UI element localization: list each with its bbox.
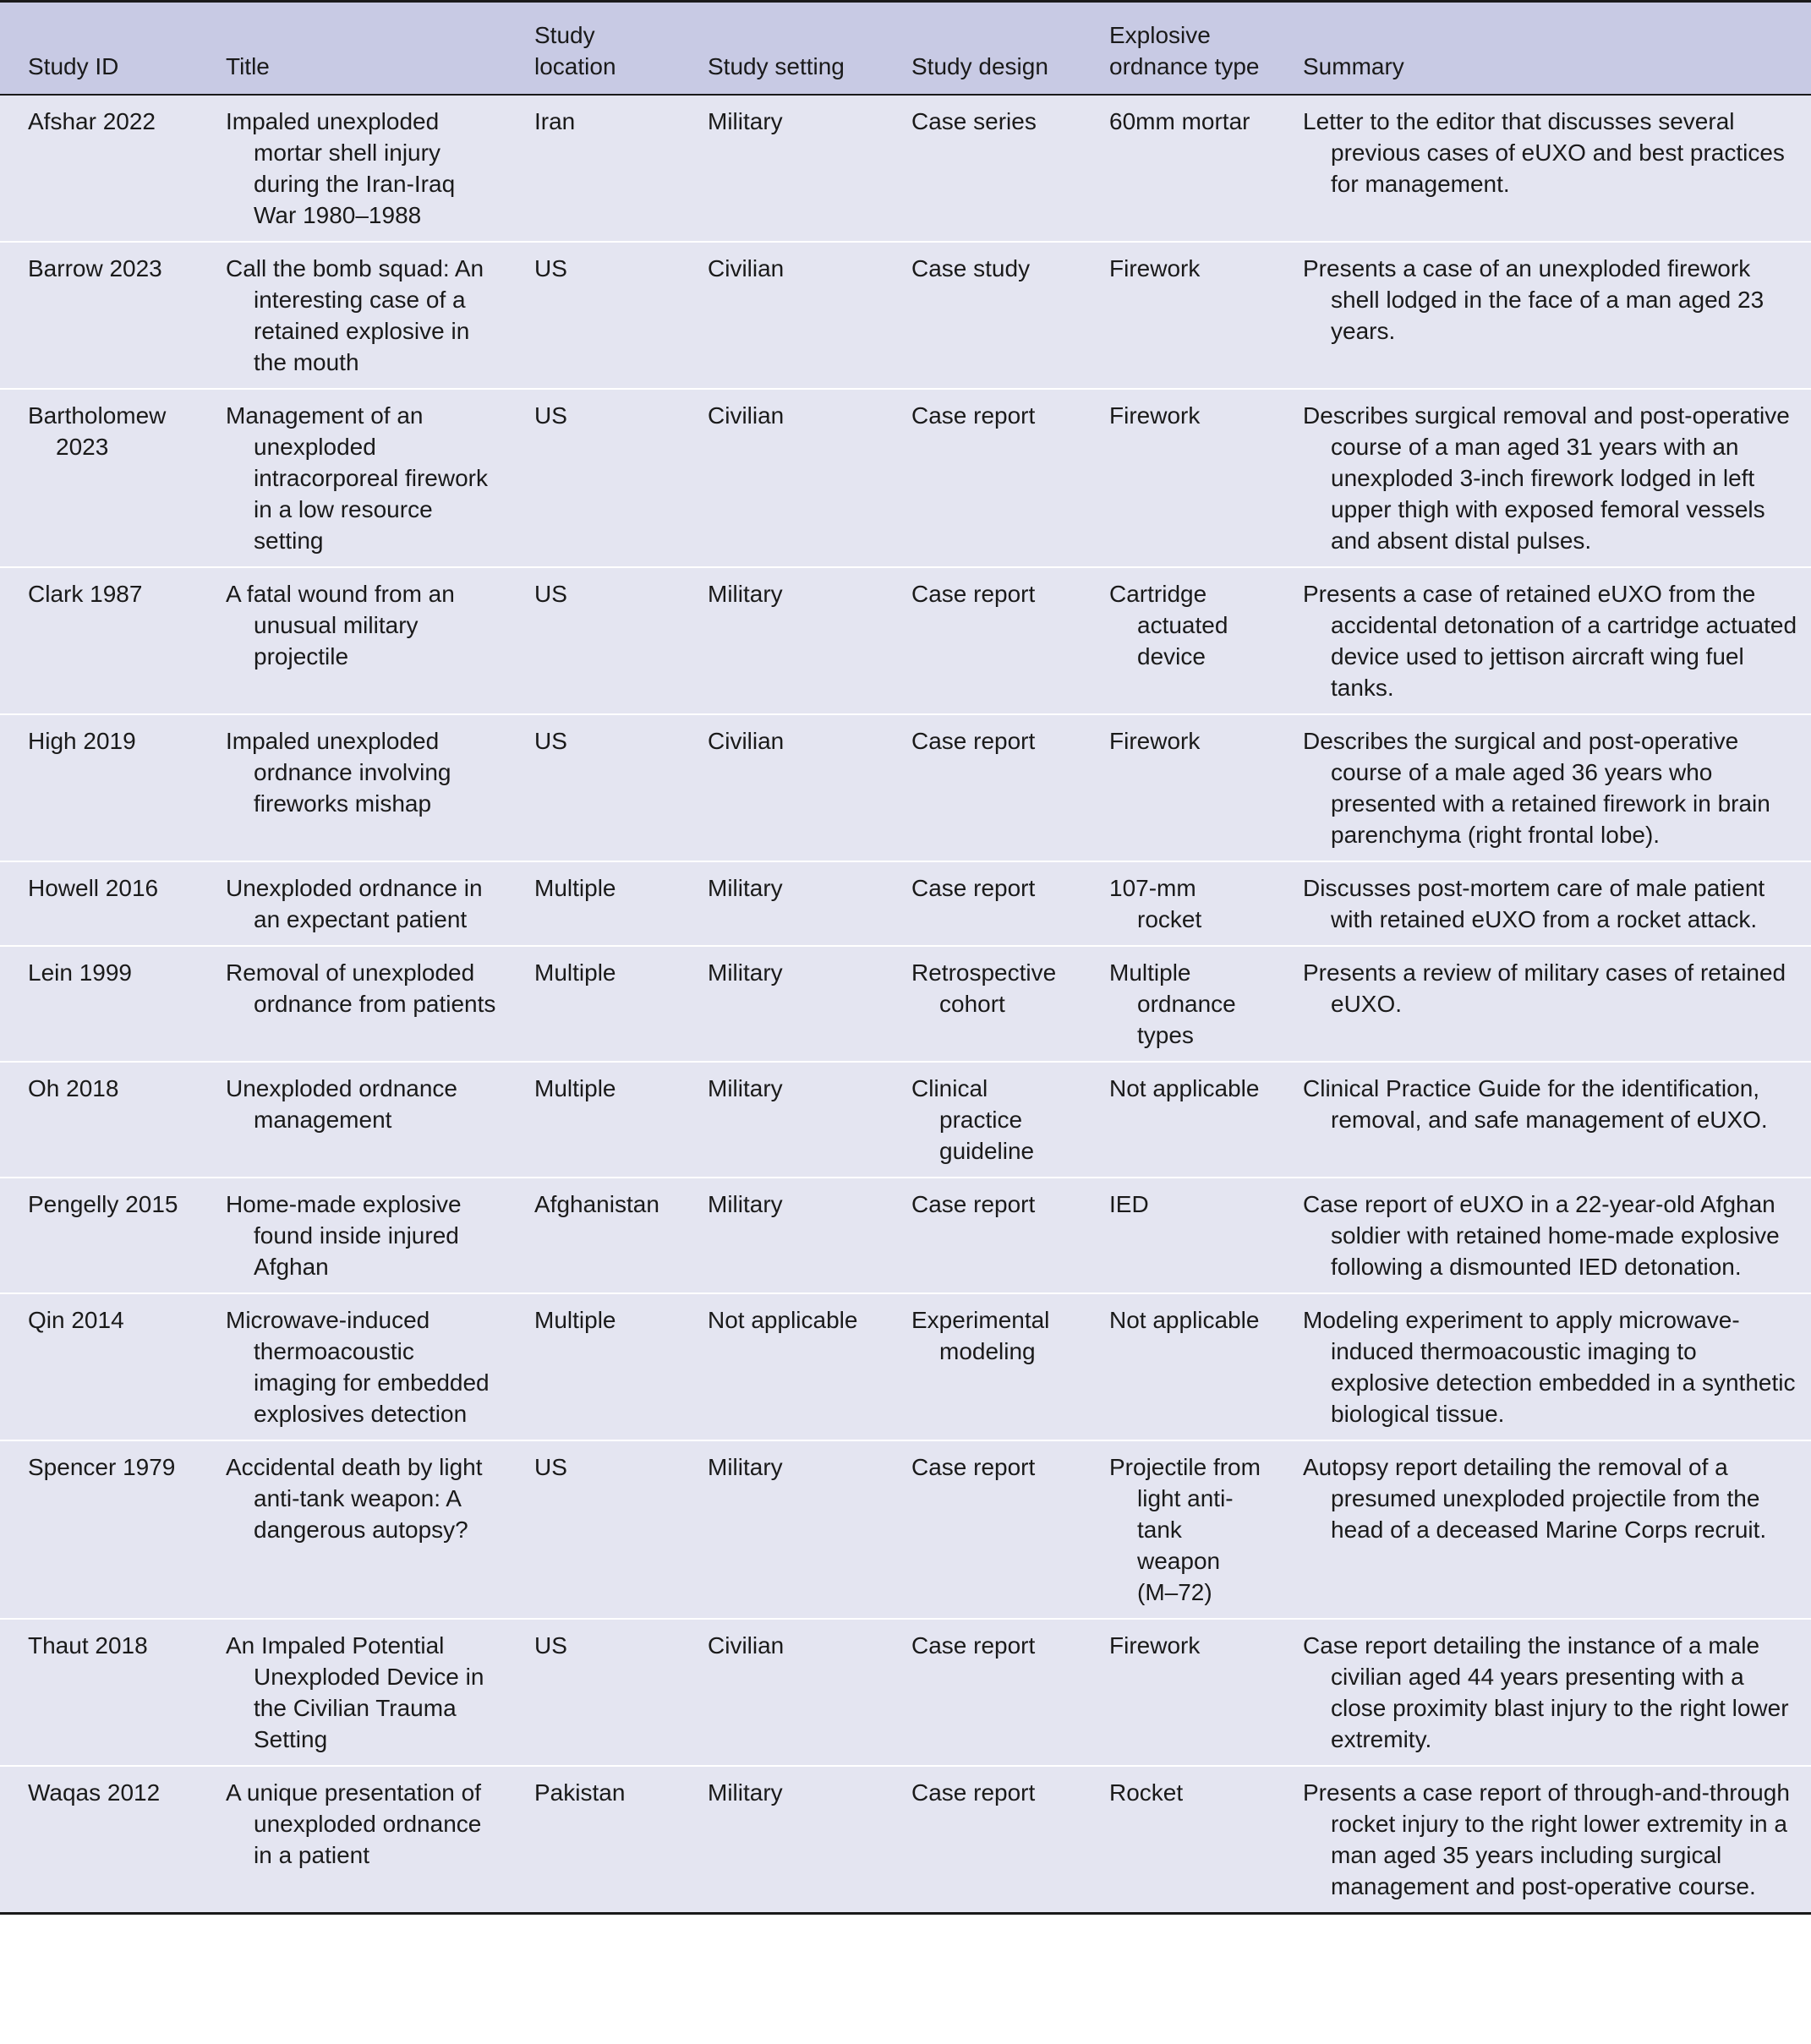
cell-ordnance: Projectile from light anti-tank weapon (M–72) bbox=[1109, 1454, 1261, 1605]
cell-summary: Case report detailing the instance of a male civilian aged 44 years presenting with a close proximity blast injury to the right lower extremity. bbox=[1303, 1632, 1789, 1752]
header-summary: Summary bbox=[1303, 53, 1404, 79]
cell-setting: Military bbox=[708, 875, 783, 901]
cell-title: Accidental death by light anti-tank weapon: A dangerous autopsy? bbox=[226, 1454, 483, 1543]
table-row bbox=[0, 1178, 1811, 1293]
cell-design: Case study bbox=[911, 255, 1031, 281]
table-header bbox=[0, 2, 1811, 96]
cell-study-id: Bartholomew 2023 bbox=[28, 402, 167, 460]
cell-setting: Military bbox=[708, 959, 783, 986]
cell-title: Call the bomb squad: An interesting case of a retained explosive in the mouth bbox=[226, 255, 484, 375]
cell-study-id: Thaut 2018 bbox=[28, 1632, 148, 1659]
cell-design: Case report bbox=[911, 728, 1036, 754]
cell-setting: Not applicable bbox=[708, 1307, 858, 1333]
cell-summary: Discusses post-mortem care of male patient with retained eUXO from a rocket attack. bbox=[1303, 875, 1765, 932]
table-row bbox=[0, 1766, 1811, 1914]
cell-setting: Military bbox=[708, 108, 783, 134]
header-study-location: Study location bbox=[534, 22, 616, 79]
cell-title: Impaled unexploded ordnance involving fireworks mishap bbox=[226, 728, 451, 817]
cell-design: Clinical practice guideline bbox=[911, 1075, 1035, 1164]
cell-location: Afghanistan bbox=[534, 1191, 659, 1217]
cell-setting: Military bbox=[708, 581, 783, 607]
cell-setting: Civilian bbox=[708, 402, 785, 429]
cell-design: Case series bbox=[911, 108, 1037, 134]
cell-title: Unexploded ordnance in an expectant patient bbox=[226, 875, 483, 932]
cell-setting: Military bbox=[708, 1191, 783, 1217]
cell-design: Case report bbox=[911, 1191, 1036, 1217]
cell-ordnance: Firework bbox=[1109, 255, 1201, 281]
cell-location: Iran bbox=[534, 108, 576, 134]
table-row bbox=[0, 242, 1811, 389]
cell-summary: Clinical Practice Guide for the identification, removal, and safe management of eUXO. bbox=[1303, 1075, 1768, 1133]
cell-study-id: Lein 1999 bbox=[28, 959, 133, 986]
cell-ordnance: Not applicable bbox=[1109, 1075, 1260, 1101]
table-body bbox=[0, 95, 1811, 1914]
cell-study-id: Oh 2018 bbox=[28, 1075, 119, 1101]
cell-location: Pakistan bbox=[534, 1779, 626, 1806]
cell-design: Case report bbox=[911, 875, 1036, 901]
cell-location: Multiple bbox=[534, 959, 616, 986]
cell-ordnance: IED bbox=[1109, 1191, 1149, 1217]
cell-title: Home-made explosive found inside injured Afghan bbox=[226, 1191, 462, 1280]
cell-title: Unexploded ordnance management bbox=[226, 1075, 457, 1133]
cell-study-id: Barrow 2023 bbox=[28, 255, 162, 281]
table-row bbox=[0, 946, 1811, 1062]
cell-location: US bbox=[534, 1632, 567, 1659]
cell-ordnance: Firework bbox=[1109, 728, 1201, 754]
cell-location: US bbox=[534, 581, 567, 607]
header-study-id: Study ID bbox=[28, 53, 119, 79]
cell-location: Multiple bbox=[534, 1075, 616, 1101]
table-row bbox=[0, 95, 1811, 242]
cell-summary: Presents a review of military cases of retained eUXO. bbox=[1303, 959, 1786, 1017]
cell-summary: Modeling experiment to apply microwave-induced thermoacoustic imaging to explosive detection embedded in a synthetic biological tissue. bbox=[1303, 1307, 1796, 1427]
header-explosive-ordnance-type: Explosive ordnance type bbox=[1109, 22, 1260, 79]
cell-location: US bbox=[534, 402, 567, 429]
cell-design: Case report bbox=[911, 1632, 1036, 1659]
cell-summary: Describes surgical removal and post-operative course of a man aged 31 years with an unexploded 3-inch firework lodged in left upper thigh with exposed femoral vessels and absent distal pulses. bbox=[1303, 402, 1790, 554]
cell-summary: Letter to the editor that discusses several previous cases of eUXO and best practices for management. bbox=[1303, 108, 1785, 197]
cell-ordnance: Cartridge actuated device bbox=[1109, 581, 1228, 669]
table-row bbox=[0, 389, 1811, 567]
cell-setting: Civilian bbox=[708, 728, 785, 754]
table-row bbox=[0, 1440, 1811, 1619]
cell-summary: Presents a case of an unexploded firework shell lodged in the face of a man aged 23 years. bbox=[1303, 255, 1764, 344]
cell-design: Experimental modeling bbox=[911, 1307, 1050, 1364]
cell-ordnance: Multiple ordnance types bbox=[1109, 959, 1236, 1048]
cell-study-id: Howell 2016 bbox=[28, 875, 159, 901]
cell-setting: Civilian bbox=[708, 255, 785, 281]
cell-summary: Autopsy report detailing the removal of a presumed unexploded projectile from the head of a deceased Marine Corps recruit. bbox=[1303, 1454, 1767, 1543]
cell-ordnance: 60mm mortar bbox=[1109, 108, 1250, 134]
cell-location: US bbox=[534, 1454, 567, 1480]
table-row bbox=[0, 567, 1811, 714]
cell-location: US bbox=[534, 255, 567, 281]
cell-title: A fatal wound from an unusual military projectile bbox=[226, 581, 455, 669]
cell-title: Impaled unexploded mortar shell injury during the Iran-Iraq War 1980–1988 bbox=[226, 108, 456, 228]
header-study-setting: Study setting bbox=[708, 53, 845, 79]
table-row bbox=[0, 1619, 1811, 1766]
cell-setting: Military bbox=[708, 1454, 783, 1480]
cell-location: US bbox=[534, 728, 567, 754]
cell-ordnance: Firework bbox=[1109, 402, 1201, 429]
cell-ordnance: Firework bbox=[1109, 1632, 1201, 1659]
cell-study-id: Qin 2014 bbox=[28, 1307, 124, 1333]
cell-design: Case report bbox=[911, 581, 1036, 607]
cell-design: Retrospective cohort bbox=[911, 959, 1057, 1017]
cell-summary: Case report of eUXO in a 22-year-old Afghan soldier with retained home-made explosive following a dismounted IED detonation. bbox=[1303, 1191, 1780, 1280]
cell-study-id: Spencer 1979 bbox=[28, 1454, 176, 1480]
cell-study-id: Waqas 2012 bbox=[28, 1779, 161, 1806]
cell-design: Case report bbox=[911, 402, 1036, 429]
cell-summary: Presents a case report of through-and-through rocket injury to the right lower extremity in a man aged 35 years including surgical management and post-operative course. bbox=[1303, 1779, 1790, 1899]
table-row bbox=[0, 714, 1811, 861]
table-row bbox=[0, 861, 1811, 946]
cell-study-id: Clark 1987 bbox=[28, 581, 143, 607]
cell-setting: Civilian bbox=[708, 1632, 785, 1659]
table-row bbox=[0, 1062, 1811, 1178]
cell-title: Removal of unexploded ordnance from patients bbox=[226, 959, 496, 1017]
cell-title: A unique presentation of unexploded ordnance in a patient bbox=[226, 1779, 482, 1868]
cell-ordnance: Not applicable bbox=[1109, 1307, 1260, 1333]
cell-title: Microwave-induced thermoacoustic imaging for embedded explosives detection bbox=[226, 1307, 490, 1427]
cell-setting: Military bbox=[708, 1779, 783, 1806]
cell-summary: Describes the surgical and post-operative course of a male aged 36 years who presented with a retained firework in brain parenchyma (right frontal lobe). bbox=[1303, 728, 1770, 848]
cell-study-id: Pengelly 2015 bbox=[28, 1191, 178, 1217]
cell-setting: Military bbox=[708, 1075, 783, 1101]
table-row bbox=[0, 1293, 1811, 1440]
cell-design: Case report bbox=[911, 1454, 1036, 1480]
cell-study-id: Afshar 2022 bbox=[28, 108, 156, 134]
header-row bbox=[0, 2, 1811, 96]
cell-design: Case report bbox=[911, 1779, 1036, 1806]
header-study-design: Study design bbox=[911, 53, 1048, 79]
cell-ordnance: 107-mm rocket bbox=[1109, 875, 1202, 932]
cell-title: An Impaled Potential Unexploded Device in the Civilian Trauma Setting bbox=[226, 1632, 484, 1752]
cell-study-id: High 2019 bbox=[28, 728, 136, 754]
cell-summary: Presents a case of retained eUXO from the accidental detonation of a cartridge actuated device used to jettison aircraft wing fuel tanks. bbox=[1303, 581, 1797, 701]
cell-location: Multiple bbox=[534, 1307, 616, 1333]
cell-title: Management of an unexploded intracorporeal firework in a low resource setting bbox=[226, 402, 488, 554]
header-title: Title bbox=[226, 53, 270, 79]
cell-ordnance: Rocket bbox=[1109, 1779, 1184, 1806]
cell-location: Multiple bbox=[534, 875, 616, 901]
